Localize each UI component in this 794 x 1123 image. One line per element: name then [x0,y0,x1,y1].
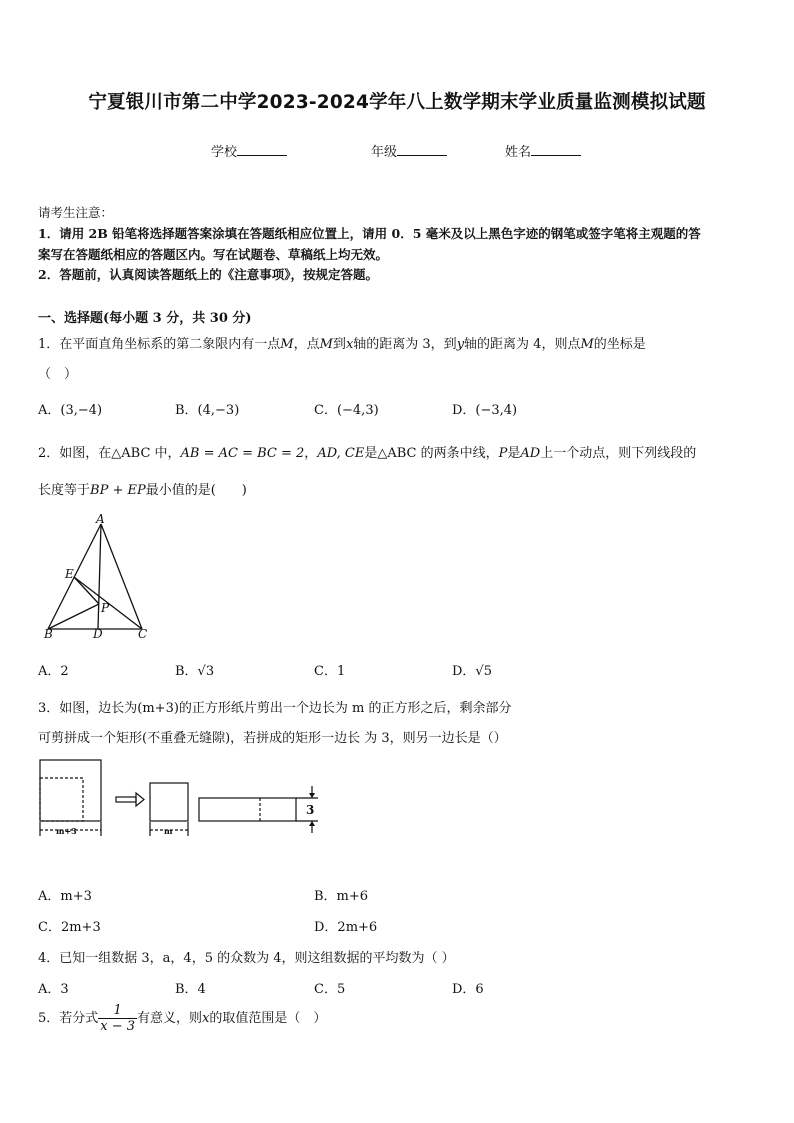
q1-text-c: 到 [332,337,346,352]
q2-option-b[interactable]: B．√3 [175,664,215,679]
q4-option-c[interactable]: C．5 [314,982,346,997]
side-ab [48,524,101,629]
q4-option-a[interactable]: A．3 [38,982,69,997]
fig-label-m-plus-3: m+3 [56,826,77,836]
q1-text-e: 轴的距离为 4，则点 [464,337,581,352]
q1-var-x: x [345,337,354,352]
section-heading: 一、选择题(每小题 3 分，共 30 分) [38,311,252,326]
page-title: 宁夏银川市第二中学2023-2024学年八上数学期末学业质量监测模拟试题 [88,92,706,113]
q1-var-m-3: M [580,337,594,352]
q5-text-a: 5．若分式 [38,1011,99,1026]
label-p: P [101,601,110,615]
question-5-stem [38,1003,326,1034]
grade-blank [397,143,447,156]
triangle-figure [38,512,158,642]
question-1-paren: （ ） [38,367,78,382]
q3-option-a[interactable]: A．m+3 [38,889,92,904]
notice-heading: 请考生注意： [38,205,114,220]
label-a: A [96,512,105,526]
q5-fraction [98,1003,137,1034]
question-4-stem: 4．已知一组数据 3，a，4，5 的众数为 4，则这组数据的平均数为（ ） [38,951,455,966]
q2-text-a: 2．如图，在△ABC 中， [38,446,181,461]
q2-text-g: 最小值的是( ) [145,483,247,498]
q5-var-x: x [202,1011,210,1026]
q2-text-d: 是 [507,446,521,461]
q3-option-c[interactable]: C．2m+3 [38,920,101,935]
label-b: B [44,627,53,641]
question-2-stem-2 [38,479,247,498]
label-c: C [138,627,148,641]
arrow-shaft [116,797,136,802]
label-e: E [65,567,74,581]
q2-option-d[interactable]: D．√5 [452,664,492,679]
fig-label-3: 3 [306,803,315,817]
segment-bp [48,604,99,629]
q2-text-c: 是△ABC 的两条中线， [364,446,499,461]
notice-line-2: 案写在答题纸相应的答题区内。写在试题卷、草稿纸上均无效。 [38,247,389,262]
q1-option-c[interactable]: C．(−4,3) [314,403,379,418]
big-square [40,760,101,821]
q2-var-ad: AD [520,446,541,461]
question-2-stem [38,442,696,461]
q5-text-c: 的取值范围是（ ） [209,1011,327,1026]
q2-var-p: P [498,446,508,461]
question-1-stem [38,333,646,352]
q1-option-a[interactable]: A．(3,−4) [38,403,103,418]
notice-line-3: 2．答题前，认真阅读答题纸上的《注意事项》，按规定答题。 [38,267,378,282]
q4-option-d[interactable]: D．6 [452,982,484,997]
q2-text-f: 长度等于 [38,483,91,498]
name-field [505,141,581,160]
square-cut-figure [36,756,326,844]
q2-text-b: ， [304,446,318,461]
q2-option-c[interactable]: C．1 [314,664,346,679]
q4-option-b[interactable]: B．4 [175,982,206,997]
name-blank [531,143,581,156]
q5-numerator: 1 [98,1003,137,1019]
q1-option-d[interactable]: D．(−3,4) [452,403,518,418]
q1-option-b[interactable]: B．(4,−3) [175,403,240,418]
school-label: 学校 [211,145,238,160]
q1-text-f: 的坐标是 [593,337,646,352]
q2-expression: BP + EP [90,483,146,498]
q1-text-d: 轴的距离为 3，到 [353,337,457,352]
q5-denominator: x − 3 [100,1019,136,1034]
question-3-line-1: 3．如图，边长为(m+3)的正方形纸片剪出一个边长为 m 的正方形之后，剩余部分 [38,701,512,716]
middle-square [150,783,188,821]
label-d: D [93,627,103,641]
q1-text-a: 1．在平面直角坐标系的第二象限内有一点 [38,337,281,352]
school-blank [237,143,287,156]
result-rectangle [199,798,296,821]
school-field [211,141,287,160]
q2-option-a[interactable]: A．2 [38,664,69,679]
q1-text-b: ，点 [293,337,320,352]
grade-field [371,141,447,160]
q3-option-b[interactable]: B．m+6 [314,889,369,904]
grade-label: 年级 [371,145,398,160]
q1-var-m: M [280,337,294,352]
q3-option-d[interactable]: D．2m+6 [314,920,378,935]
arrow-head [136,793,144,806]
q1-var-m-2: M [319,337,333,352]
name-label: 姓名 [505,145,532,160]
q2-text-e: 上一个动点，则下列线段的 [540,446,697,461]
q1-var-y: y [456,337,465,352]
q2-equation: AB = AC = BC = 2 [180,446,305,461]
q2-medians: AD, CE [317,446,365,461]
notice-line-1: 1．请用 2B 铅笔将选择题答案涂填在答题纸相应位置上，请用 0．5 毫米及以上黑色字迹的钢笔或签字笔将主观题的答 [38,226,701,241]
question-3-line-2: 可剪拼成一个矩形(不重叠无缝隙)，若拼成的矩形一边长 为 3，则另一边长是（） [38,731,507,746]
q5-text-b: 有意义，则 [137,1011,203,1026]
cut-square [40,778,83,821]
fig-label-m: m [164,826,173,836]
segment-ep [74,577,99,604]
